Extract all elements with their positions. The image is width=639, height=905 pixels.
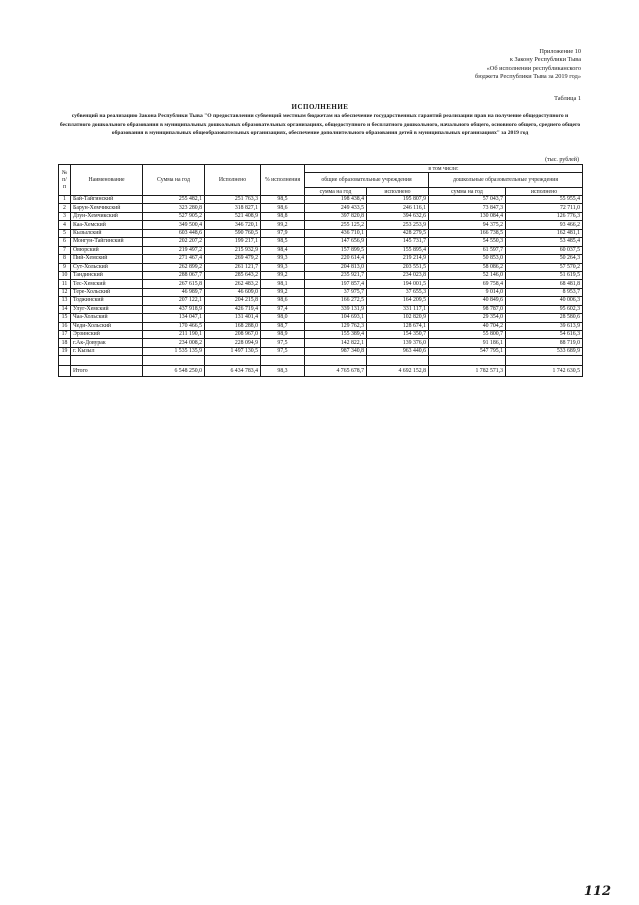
row-plan: 207 122,1 — [143, 297, 205, 305]
row-percent: 99,3 — [261, 255, 305, 263]
row-preschool-plan: 9 014,0 — [429, 288, 506, 296]
col-preschool-executed-header: исполнено — [506, 188, 583, 196]
row-percent: 99,2 — [261, 221, 305, 229]
row-name: Каа-Хемский — [71, 221, 143, 229]
row-preschool-executed: 93 466,2 — [506, 221, 583, 229]
total-preschool-executed: 1 742 630,5 — [506, 366, 583, 377]
total-number — [59, 366, 71, 377]
row-name: Тандинский — [71, 271, 143, 279]
row-general-executed: 253 253,9 — [367, 221, 429, 229]
table-row — [59, 263, 583, 271]
total-row — [59, 366, 583, 377]
total-name: Итого — [71, 366, 143, 377]
row-preschool-executed: 28 580,6 — [506, 314, 583, 322]
row-executed: 261 121,7 — [205, 263, 261, 271]
row-preschool-executed: 68 481,8 — [506, 280, 583, 288]
spacer-cell — [143, 356, 205, 366]
table-row — [59, 288, 583, 296]
row-general-plan: 235 921,7 — [305, 271, 367, 279]
row-preschool-executed: 126 776,3 — [506, 212, 583, 220]
row-number: 18 — [59, 339, 71, 347]
document-title: ИСПОЛНЕНИЕ — [291, 103, 349, 111]
row-name: Чаа-Хольский — [71, 314, 143, 322]
row-general-plan: 249 433,5 — [305, 204, 367, 212]
row-general-plan: 104 693,1 — [305, 314, 367, 322]
row-percent: 97,9 — [261, 229, 305, 237]
units-label: (тыс. рублей) — [545, 157, 579, 163]
col-name-header: Наименование — [71, 165, 143, 196]
spacer-cell — [205, 356, 261, 366]
row-preschool-plan: 29 354,0 — [429, 314, 506, 322]
col-percent-header: % исполнения — [261, 165, 305, 196]
row-executed: 131 401,4 — [205, 314, 261, 322]
row-number: 17 — [59, 331, 71, 339]
row-name: Монгун-Тайгинский — [71, 238, 143, 246]
table-row — [59, 229, 583, 237]
total-executed: 6 434 783,4 — [205, 366, 261, 377]
row-executed: 228 094,9 — [205, 339, 261, 347]
row-number: 2 — [59, 204, 71, 212]
row-number: 5 — [59, 229, 71, 237]
row-executed: 318 827,1 — [205, 204, 261, 212]
row-general-executed: 128 674,1 — [367, 322, 429, 330]
row-name: Тес-Хемский — [71, 280, 143, 288]
page-number: 112 — [583, 884, 611, 899]
row-preschool-executed: 51 619,5 — [506, 271, 583, 279]
appendix-line: Приложение 10 — [539, 48, 581, 55]
row-plan: 349 500,4 — [143, 221, 205, 229]
row-general-plan: 157 899,5 — [305, 246, 367, 254]
table-row — [59, 339, 583, 347]
row-general-plan: 37 975,7 — [305, 288, 367, 296]
row-general-executed: 154 350,7 — [367, 331, 429, 339]
row-number: 13 — [59, 297, 71, 305]
row-general-executed: 246 116,1 — [367, 204, 429, 212]
row-number: 14 — [59, 305, 71, 313]
row-percent: 98,5 — [261, 238, 305, 246]
row-number: 7 — [59, 246, 71, 254]
row-general-plan: 142 822,1 — [305, 339, 367, 347]
row-executed: 285 643,2 — [205, 271, 261, 279]
row-percent: 98,0 — [261, 314, 305, 322]
row-general-plan: 436 710,1 — [305, 229, 367, 237]
spacer-cell — [367, 356, 429, 366]
appendix-line: к Закону Республики Тыва — [509, 56, 581, 64]
row-preschool-plan: 61 597,7 — [429, 246, 506, 254]
row-plan: 437 918,9 — [143, 305, 205, 313]
row-general-executed: 219 214,9 — [367, 255, 429, 263]
row-percent: 97,5 — [261, 347, 305, 355]
row-general-plan: 198 438,4 — [305, 196, 367, 204]
col-including-header: в том числе: — [305, 165, 583, 173]
row-general-plan: 129 762,3 — [305, 322, 367, 330]
row-plan: 255 482,1 — [143, 196, 205, 204]
row-general-executed: 102 820,9 — [367, 314, 429, 322]
total-general-executed: 4 692 152,8 — [367, 366, 429, 377]
appendix-note — [361, 48, 581, 81]
row-executed: 215 932,9 — [205, 246, 261, 254]
row-percent: 98,6 — [261, 297, 305, 305]
col-general-plan-header: сумма на год — [305, 188, 367, 196]
row-preschool-plan: 55 800,7 — [429, 331, 506, 339]
row-name: г. Кызыл — [71, 347, 143, 355]
row-general-plan: 339 131,9 — [305, 305, 367, 313]
row-general-executed: 155 895,4 — [367, 246, 429, 254]
row-plan: 288 067,7 — [143, 271, 205, 279]
row-preschool-executed: 60 037,5 — [506, 246, 583, 254]
row-name: Тере-Хольский — [71, 288, 143, 296]
col-general-header: общие образовательные учреждения — [305, 173, 429, 188]
row-preschool-plan: 73 847,3 — [429, 204, 506, 212]
row-plan: 603 448,6 — [143, 229, 205, 237]
row-general-executed: 194 001,5 — [367, 280, 429, 288]
row-name: Пий-Хемский — [71, 255, 143, 263]
row-number: 9 — [59, 263, 71, 271]
row-preschool-executed: 95 602,3 — [506, 305, 583, 313]
row-plan: 219 497,2 — [143, 246, 205, 254]
table-row — [59, 238, 583, 246]
row-preschool-plan: 57 043,7 — [429, 196, 506, 204]
row-plan: 1 535 135,9 — [143, 347, 205, 355]
row-executed: 208 967,0 — [205, 331, 261, 339]
row-preschool-executed: 55 955,4 — [506, 196, 583, 204]
table-body — [59, 196, 583, 377]
row-preschool-plan: 130 084,4 — [429, 212, 506, 220]
spacer-cell — [59, 356, 71, 366]
spacer-row — [59, 356, 583, 366]
row-preschool-plan: 94 375,2 — [429, 221, 506, 229]
row-general-executed: 164 209,5 — [367, 297, 429, 305]
row-general-executed: 331 117,1 — [367, 305, 429, 313]
row-general-executed: 963 440,6 — [367, 347, 429, 355]
row-number: 3 — [59, 212, 71, 220]
row-executed: 251 763,3 — [205, 196, 261, 204]
row-percent: 98,5 — [261, 196, 305, 204]
row-preschool-plan: 52 146,0 — [429, 271, 506, 279]
row-plan: 234 008,2 — [143, 339, 205, 347]
row-general-plan: 255 125,2 — [305, 221, 367, 229]
spacer-cell — [71, 356, 143, 366]
row-number: 10 — [59, 271, 71, 279]
row-number: 1 — [59, 196, 71, 204]
row-preschool-executed: 88 719,0 — [506, 339, 583, 347]
table-row — [59, 255, 583, 263]
row-general-plan: 397 820,8 — [305, 212, 367, 220]
document-subtitle: субвенций на реализацию Закона Республики Тыва "О предоставлении субвенций местным бюджетам на обеспечение государственных гарантий реализации прав на получение общедоступного и бесплатного дошкольного образования в муниципальных дошкольных образовательных организациях, общедоступного и бесплатного дошкольного, начального общего, основного общего, среднего общего образования в муниципальных общеобразовательных организациях, обеспечение дополнительного образования детей в муниципальных организациях" за 2019 год — [59, 113, 581, 137]
row-percent: 99,3 — [261, 263, 305, 271]
row-general-executed: 195 807,9 — [367, 196, 429, 204]
row-name: Эрзинский — [71, 331, 143, 339]
table-row — [59, 305, 583, 313]
row-general-executed: 234 023,8 — [367, 271, 429, 279]
row-preschool-executed: 40 006,3 — [506, 297, 583, 305]
row-plan: 211 190,1 — [143, 331, 205, 339]
row-preschool-executed: 533 689,9 — [506, 347, 583, 355]
row-general-executed: 37 655,3 — [367, 288, 429, 296]
row-preschool-plan: 91 186,1 — [429, 339, 506, 347]
row-general-executed: 203 551,5 — [367, 263, 429, 271]
row-plan: 323 280,8 — [143, 204, 205, 212]
row-executed: 1 497 130,5 — [205, 347, 261, 355]
row-preschool-plan: 69 758,4 — [429, 280, 506, 288]
table-row — [59, 271, 583, 279]
table-row — [59, 331, 583, 339]
row-preschool-executed: 54 616,3 — [506, 331, 583, 339]
row-executed: 204 215,8 — [205, 297, 261, 305]
row-plan: 202 207,2 — [143, 238, 205, 246]
row-general-executed: 394 632,6 — [367, 212, 429, 220]
execution-table — [58, 164, 583, 377]
table-row — [59, 204, 583, 212]
table-row — [59, 297, 583, 305]
row-preschool-executed: 50 264,3 — [506, 255, 583, 263]
row-general-plan: 197 857,4 — [305, 280, 367, 288]
row-percent: 98,8 — [261, 212, 305, 220]
row-plan: 527 905,2 — [143, 212, 205, 220]
table-row — [59, 280, 583, 288]
row-general-plan: 204 813,0 — [305, 263, 367, 271]
row-executed: 269 479,2 — [205, 255, 261, 263]
row-plan: 262 899,2 — [143, 263, 205, 271]
row-name: Овюрский — [71, 246, 143, 254]
table-row — [59, 221, 583, 229]
table-row — [59, 196, 583, 204]
row-percent: 98,6 — [261, 204, 305, 212]
row-executed: 262 483,2 — [205, 280, 261, 288]
total-preschool-plan: 1 782 571,3 — [429, 366, 506, 377]
total-plan: 6 548 250,0 — [143, 366, 205, 377]
row-preschool-executed: 53 485,4 — [506, 238, 583, 246]
row-name: г.Ак-Довурак — [71, 339, 143, 347]
row-general-plan: 220 614,4 — [305, 255, 367, 263]
row-number: 4 — [59, 221, 71, 229]
appendix-line: «Об исполнении республиканского — [486, 64, 581, 72]
row-name: Сут-Хольский — [71, 263, 143, 271]
row-number: 15 — [59, 314, 71, 322]
spacer-cell — [429, 356, 506, 366]
col-preschool-plan-header: сумма на год — [429, 188, 506, 196]
row-percent: 98,4 — [261, 246, 305, 254]
row-preschool-plan: 58 086,2 — [429, 263, 506, 271]
row-preschool-plan: 50 853,0 — [429, 255, 506, 263]
row-percent: 99,2 — [261, 288, 305, 296]
row-general-executed: 139 376,0 — [367, 339, 429, 347]
row-general-executed: 145 731,7 — [367, 238, 429, 246]
spacer-cell — [506, 356, 583, 366]
row-general-plan: 155 389,4 — [305, 331, 367, 339]
row-number: 11 — [59, 280, 71, 288]
row-preschool-plan: 166 738,5 — [429, 229, 506, 237]
row-number: 6 — [59, 238, 71, 246]
table-row — [59, 212, 583, 220]
row-percent: 97,4 — [261, 305, 305, 313]
row-name: Бай-Тайгинский — [71, 196, 143, 204]
row-executed: 426 719,4 — [205, 305, 261, 313]
col-plan-header: Сумма на год — [143, 165, 205, 196]
col-num-header: № п/п — [59, 165, 71, 196]
row-plan: 267 615,8 — [143, 280, 205, 288]
row-executed: 521 408,9 — [205, 212, 261, 220]
row-number: 12 — [59, 288, 71, 296]
row-number: 8 — [59, 255, 71, 263]
row-executed: 168 288,0 — [205, 322, 261, 330]
row-general-plan: 147 656,9 — [305, 238, 367, 246]
row-plan: 134 047,1 — [143, 314, 205, 322]
row-number: 19 — [59, 347, 71, 355]
row-name: Улуг-Хемский — [71, 305, 143, 313]
row-name: Кызылский — [71, 229, 143, 237]
row-plan: 170 466,5 — [143, 322, 205, 330]
row-name: Чеди-Хольский — [71, 322, 143, 330]
appendix-line: бюджета Республики Тыва за 2019 год» — [474, 72, 581, 80]
row-executed: 199 217,1 — [205, 238, 261, 246]
row-preschool-executed: 57 570,2 — [506, 263, 583, 271]
row-general-plan: 987 340,8 — [305, 347, 367, 355]
total-percent: 98,3 — [261, 366, 305, 377]
row-name: Тоджинский — [71, 297, 143, 305]
table-row — [59, 347, 583, 355]
row-preschool-plan: 98 787,0 — [429, 305, 506, 313]
row-executed: 46 609,0 — [205, 288, 261, 296]
row-plan: 271 467,4 — [143, 255, 205, 263]
row-name: Барун-Хемчикский — [71, 204, 143, 212]
row-percent: 98,7 — [261, 322, 305, 330]
row-name: Дзун-Хемчикский — [71, 212, 143, 220]
row-preschool-plan: 54 550,3 — [429, 238, 506, 246]
row-preschool-executed: 39 613,9 — [506, 322, 583, 330]
row-general-executed: 428 279,5 — [367, 229, 429, 237]
row-number: 16 — [59, 322, 71, 330]
spacer-cell — [305, 356, 367, 366]
col-preschool-header: дошкольные образовательные учреждения — [429, 173, 583, 188]
row-percent: 97,5 — [261, 339, 305, 347]
row-preschool-plan: 40 849,6 — [429, 297, 506, 305]
col-general-executed-header: исполнено — [367, 188, 429, 196]
row-percent: 98,9 — [261, 331, 305, 339]
total-general-plan: 4 765 678,7 — [305, 366, 367, 377]
row-preschool-executed: 8 953,7 — [506, 288, 583, 296]
row-plan: 46 989,7 — [143, 288, 205, 296]
row-preschool-executed: 162 481,1 — [506, 229, 583, 237]
table-row — [59, 322, 583, 330]
row-executed: 590 760,5 — [205, 229, 261, 237]
row-general-plan: 166 272,5 — [305, 297, 367, 305]
spacer-cell — [261, 356, 305, 366]
table-row — [59, 314, 583, 322]
table-row — [59, 246, 583, 254]
row-preschool-executed: 72 711,0 — [506, 204, 583, 212]
table-number: Таблица 1 — [554, 95, 581, 102]
row-executed: 346 720,1 — [205, 221, 261, 229]
row-percent: 98,1 — [261, 280, 305, 288]
row-preschool-plan: 40 704,2 — [429, 322, 506, 330]
col-executed-header: Исполнено — [205, 165, 261, 196]
row-preschool-plan: 547 795,1 — [429, 347, 506, 355]
row-percent: 99,2 — [261, 271, 305, 279]
